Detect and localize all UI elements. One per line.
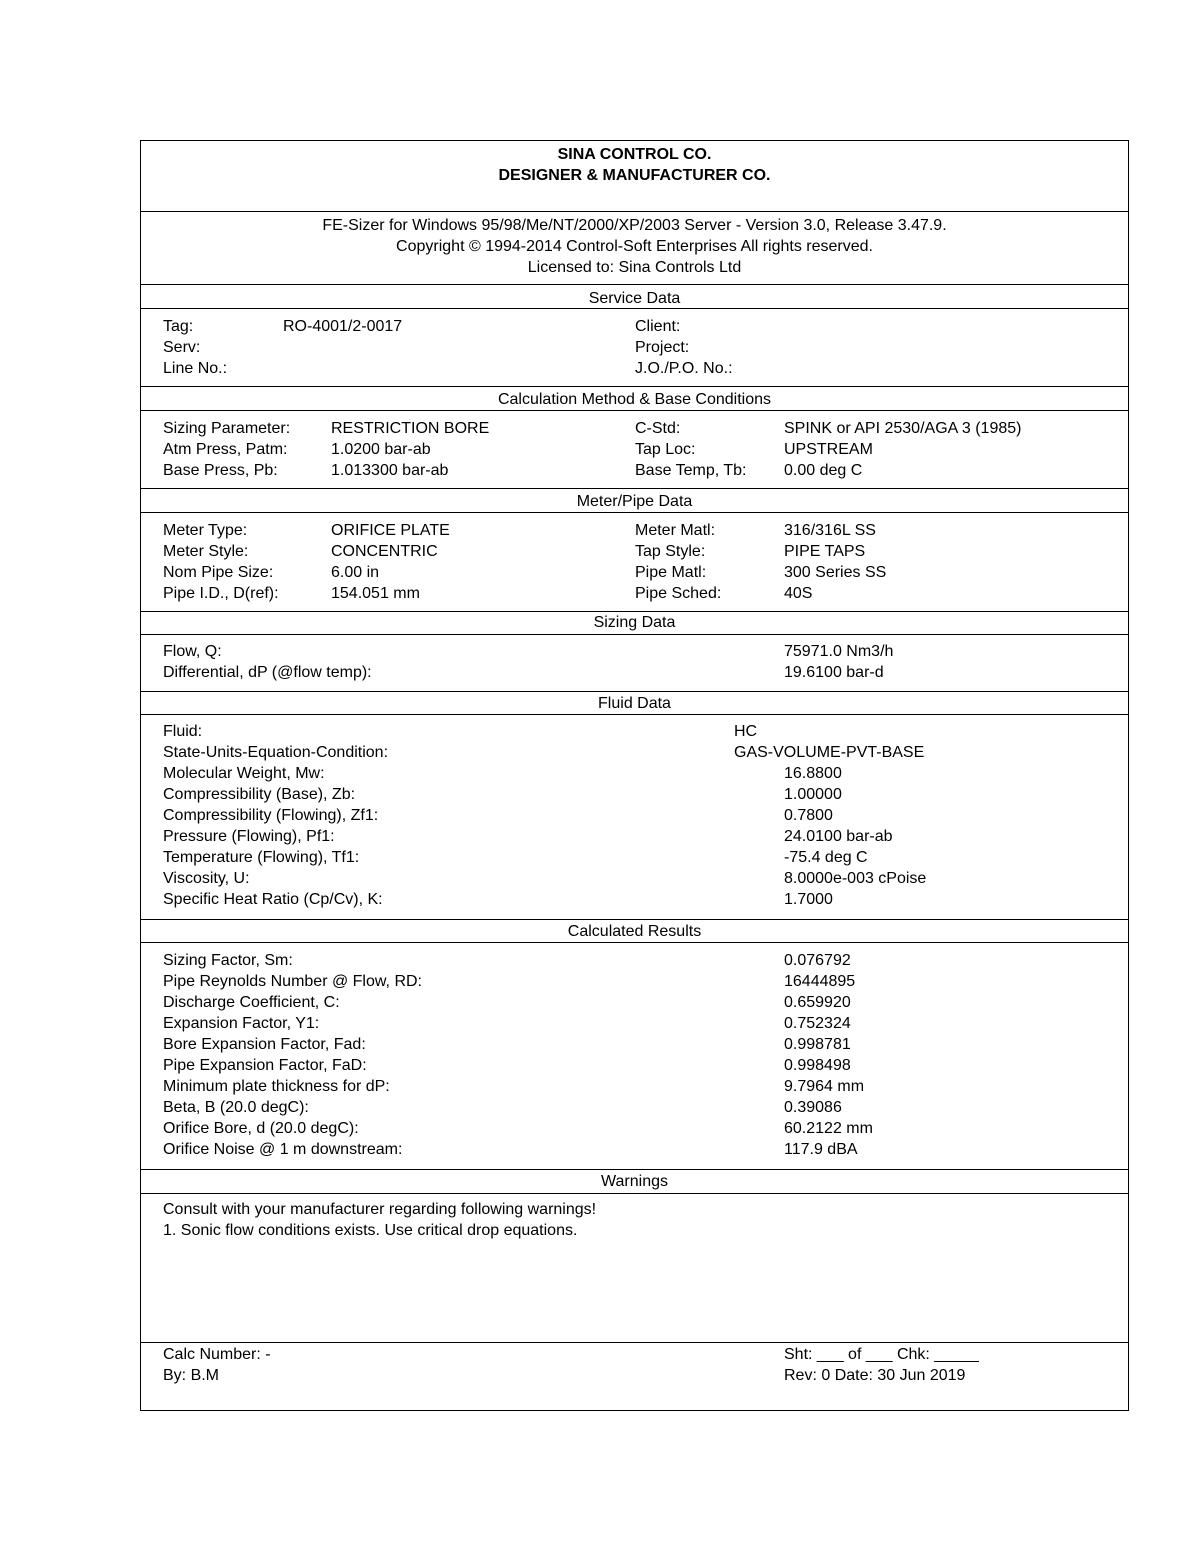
warning-item: 1. Sonic flow conditions exists. Use critical drop equations. — [163, 1222, 578, 1239]
tap-style-value: PIPE TAPS — [784, 543, 866, 560]
tap-style-label: Tap Style: — [635, 543, 706, 560]
section-title-results: Calculated Results — [567, 923, 702, 940]
calculation-sheet — [140, 140, 1129, 1411]
meter-matl-label: Meter Matl: — [635, 522, 716, 539]
pipe-matl-label: Pipe Matl: — [635, 564, 707, 581]
expansion-factor-label: Expansion Factor, Y1: — [163, 1015, 320, 1032]
divider — [141, 410, 1128, 411]
molecular-weight-value: 16.8800 — [784, 765, 842, 782]
section-title-calc-method: Calculation Method & Base Conditions — [497, 391, 772, 408]
plate-thickness-value: 9.7964 mm — [784, 1078, 865, 1095]
base-temp-label: Base Temp, Tb: — [635, 462, 747, 479]
plate-thickness-label: Minimum plate thickness for dP: — [163, 1078, 390, 1095]
reynolds-number-value: 16444895 — [784, 973, 856, 990]
meter-style-value: CONCENTRIC — [331, 543, 438, 560]
divider — [141, 1193, 1128, 1194]
c-std-value: SPINK or API 2530/AGA 3 (1985) — [784, 420, 1022, 437]
reynolds-number-label: Pipe Reynolds Number @ Flow, RD: — [163, 973, 422, 990]
orifice-noise-label: Orifice Noise @ 1 m downstream: — [163, 1141, 403, 1158]
fluid-value: HC — [734, 723, 758, 740]
compressibility-base-value: 1.00000 — [784, 786, 842, 803]
section-title-meter: Meter/Pipe Data — [576, 493, 693, 510]
sizing-factor-value: 0.076792 — [784, 952, 851, 969]
flow-label: Flow, Q: — [163, 643, 222, 660]
specific-heat-ratio-value: 1.7000 — [784, 891, 833, 908]
compressibility-base-label: Compressibility (Base), Zb: — [163, 786, 356, 803]
serv-label: Serv: — [163, 339, 201, 356]
base-temp-value: 0.00 deg C — [784, 462, 863, 479]
temperature-flowing-value: -75.4 deg C — [784, 849, 868, 866]
fluid-label: Fluid: — [163, 723, 203, 740]
divider — [141, 308, 1128, 309]
molecular-weight-label: Molecular Weight, Mw: — [163, 765, 325, 782]
pipe-expansion-label: Pipe Expansion Factor, FaD: — [163, 1057, 367, 1074]
line-no-label: Line No.: — [163, 360, 228, 377]
divider — [141, 386, 1128, 387]
section-title-service: Service Data — [588, 290, 681, 307]
differential-label: Differential, dP (@flow temp): — [163, 664, 372, 681]
client-label: Client: — [635, 318, 681, 335]
state-units-label: State-Units-Equation-Condition: — [163, 744, 389, 761]
expansion-factor-value: 0.752324 — [784, 1015, 851, 1032]
c-std-label: C-Std: — [635, 420, 681, 437]
nom-pipe-size-value: 6.00 in — [331, 564, 380, 581]
project-label: Project: — [635, 339, 690, 356]
state-units-value: GAS-VOLUME-PVT-BASE — [734, 744, 925, 761]
section-title-sizing: Sizing Data — [593, 614, 676, 631]
meter-style-label: Meter Style: — [163, 543, 249, 560]
beta-value: 0.39086 — [784, 1099, 842, 1116]
pipe-id-label: Pipe I.D., D(ref): — [163, 585, 279, 602]
base-press-value: 1.013300 bar-ab — [331, 462, 449, 479]
divider — [141, 211, 1128, 212]
atm-press-label: Atm Press, Patm: — [163, 441, 288, 458]
divider — [141, 1342, 1128, 1343]
warning-intro: Consult with your manufacturer regarding following warnings! — [163, 1201, 597, 1218]
software-version: FE-Sizer for Windows 95/98/Me/NT/2000/XP/2003 Server - Version 3.0, Release 3.47.9. — [322, 217, 947, 234]
divider — [141, 919, 1128, 920]
sheet-check: Sht: ___ of ___ Chk: _____ — [784, 1346, 979, 1363]
calc-number: Calc Number: - — [163, 1346, 271, 1363]
divider — [141, 942, 1128, 943]
pipe-matl-value: 300 Series SS — [784, 564, 887, 581]
specific-heat-ratio-label: Specific Heat Ratio (Cp/Cv), K: — [163, 891, 383, 908]
bore-expansion-label: Bore Expansion Factor, Fad: — [163, 1036, 366, 1053]
tap-loc-label: Tap Loc: — [635, 441, 696, 458]
flow-value: 75971.0 Nm3/h — [784, 643, 894, 660]
orifice-bore-value: 60.2122 mm — [784, 1120, 873, 1137]
base-press-label: Base Press, Pb: — [163, 462, 278, 479]
differential-value: 19.6100 bar-d — [784, 664, 884, 681]
sizing-parameter-label: Sizing Parameter: — [163, 420, 291, 437]
meter-type-label: Meter Type: — [163, 522, 248, 539]
temperature-flowing-label: Temperature (Flowing), Tf1: — [163, 849, 360, 866]
orifice-noise-value: 117.9 dBA — [784, 1141, 858, 1158]
compressibility-flowing-value: 0.7800 — [784, 807, 833, 824]
pipe-sched-value: 40S — [784, 585, 813, 602]
meter-type-value: ORIFICE PLATE — [331, 522, 450, 539]
company-subtitle: DESIGNER & MANUFACTURER CO. — [498, 167, 771, 184]
section-title-fluid: Fluid Data — [598, 695, 671, 712]
divider — [141, 488, 1128, 489]
software-copyright: Copyright © 1994-2014 Control-Soft Enterprises All rights reserved. — [396, 238, 873, 255]
section-title-warnings: Warnings — [601, 1173, 668, 1190]
divider — [141, 691, 1128, 692]
jo-po-label: J.O./P.O. No.: — [635, 360, 733, 377]
discharge-coefficient-value: 0.659920 — [784, 994, 851, 1011]
sizing-factor-label: Sizing Factor, Sm: — [163, 952, 293, 969]
revision-date: Rev: 0 Date: 30 Jun 2019 — [784, 1367, 966, 1384]
divider — [141, 714, 1128, 715]
atm-press-value: 1.0200 bar-ab — [331, 441, 431, 458]
beta-label: Beta, B (20.0 degC): — [163, 1099, 309, 1116]
orifice-bore-label: Orifice Bore, d (20.0 degC): — [163, 1120, 359, 1137]
compressibility-flowing-label: Compressibility (Flowing), Zf1: — [163, 807, 379, 824]
tap-loc-value: UPSTREAM — [784, 441, 873, 458]
company-name: SINA CONTROL CO. — [557, 146, 712, 163]
pressure-flowing-value: 24.0100 bar-ab — [784, 828, 893, 845]
divider — [141, 634, 1128, 635]
tag-label: Tag: — [163, 318, 194, 335]
divider — [141, 284, 1128, 285]
viscosity-value: 8.0000e-003 cPoise — [784, 870, 927, 887]
prepared-by: By: B.M — [163, 1367, 220, 1384]
meter-matl-value: 316/316L SS — [784, 522, 876, 539]
software-license: Licensed to: Sina Controls Ltd — [527, 259, 742, 276]
discharge-coefficient-label: Discharge Coefficient, C: — [163, 994, 340, 1011]
pipe-id-value: 154.051 mm — [331, 585, 420, 602]
pipe-sched-label: Pipe Sched: — [635, 585, 722, 602]
bore-expansion-value: 0.998781 — [784, 1036, 851, 1053]
pipe-expansion-value: 0.998498 — [784, 1057, 851, 1074]
pressure-flowing-label: Pressure (Flowing), Pf1: — [163, 828, 335, 845]
sizing-parameter-value: RESTRICTION BORE — [331, 420, 490, 437]
divider — [141, 1169, 1128, 1170]
nom-pipe-size-label: Nom Pipe Size: — [163, 564, 274, 581]
divider — [141, 512, 1128, 513]
viscosity-label: Viscosity, U: — [163, 870, 250, 887]
tag-value: RO-4001/2-0017 — [283, 318, 403, 335]
